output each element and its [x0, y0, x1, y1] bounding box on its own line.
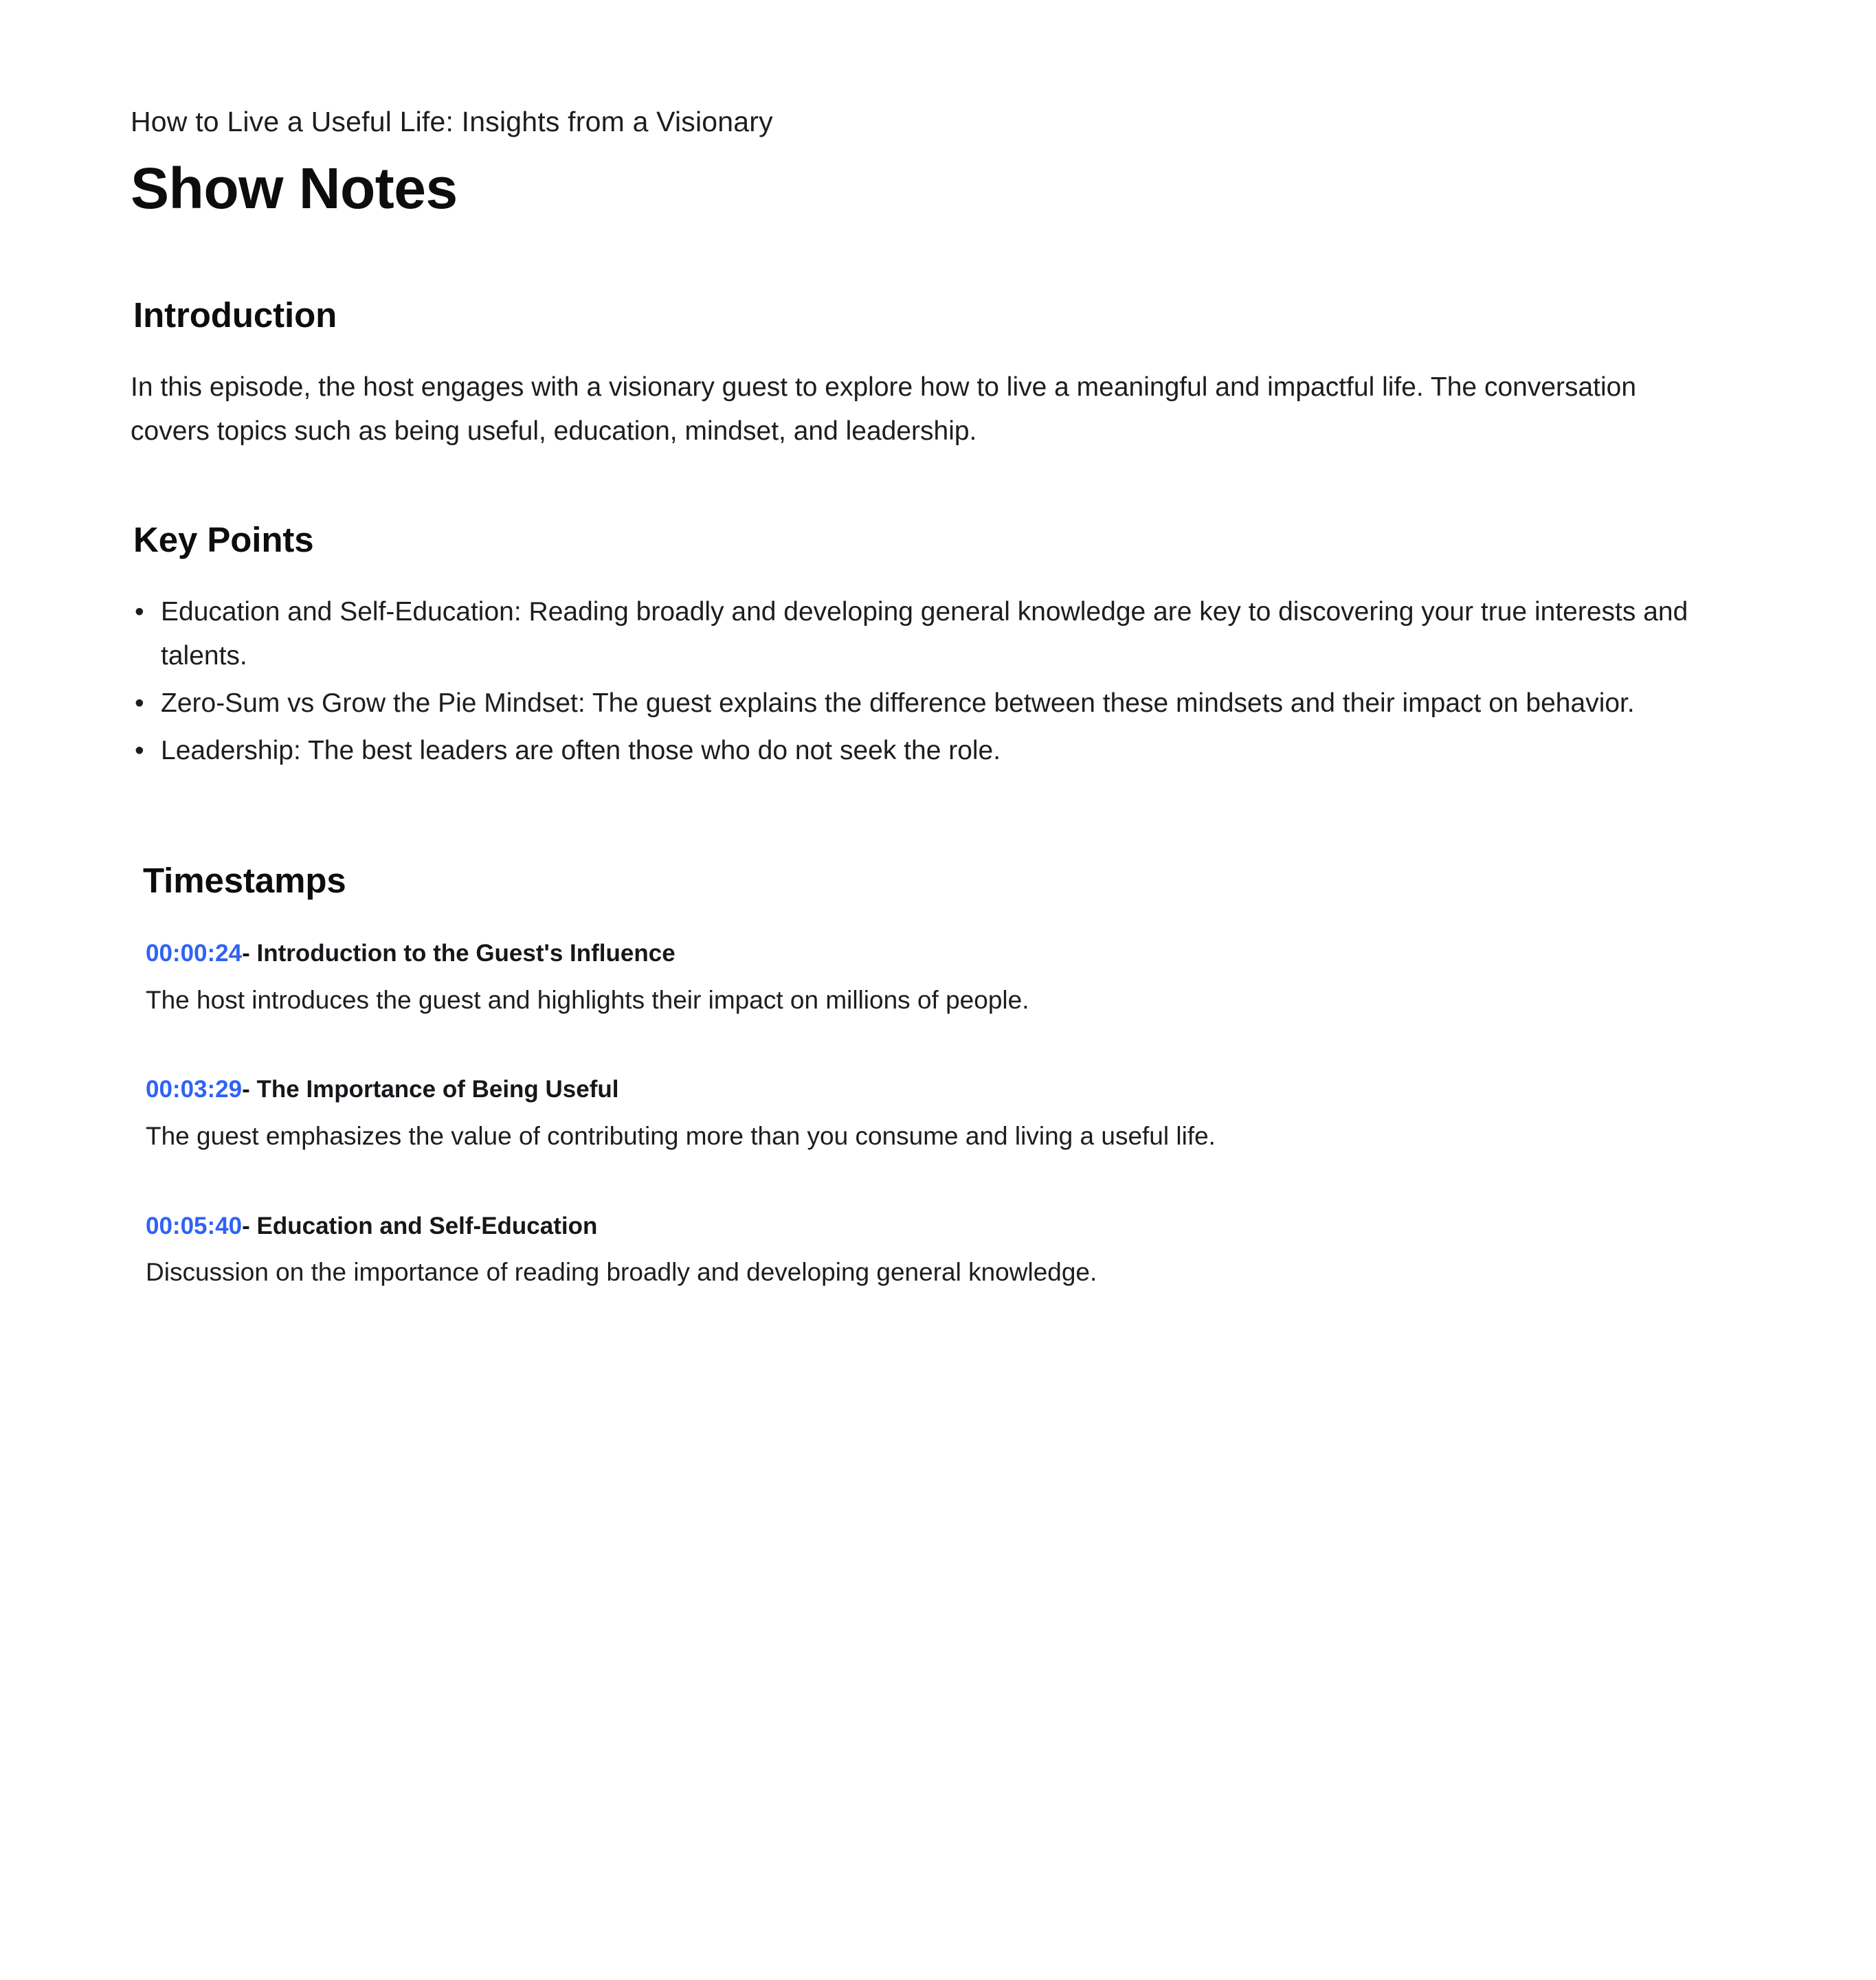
timestamp-separator: -: [242, 940, 250, 967]
timestamp-link[interactable]: 00:03:29: [146, 1076, 243, 1103]
introduction-text: In this episode, the host engages with a visionary guest to explore how to live a meaningful and impactful life. The conversation covers topics such as being useful, education, mindset, and leadership.: [131, 372, 1637, 447]
list-item: [146, 1209, 1745, 1292]
key-points-heading: Key Points: [133, 520, 314, 560]
timestamp-link[interactable]: 00:00:24: [146, 940, 243, 967]
timestamp-line: [146, 936, 1745, 971]
timestamp-separator: -: [242, 1212, 250, 1239]
introduction-section: [131, 295, 1745, 453]
timestamp-line: [146, 1072, 1745, 1107]
timestamp-label: Education and Self-Education: [256, 1212, 598, 1239]
list-item: • Leadership: The best leaders are often those who do not seek the role.: [131, 729, 1711, 772]
timestamp-separator: -: [242, 1076, 250, 1103]
timestamps-section: [131, 860, 1745, 1292]
key-points-list: [131, 590, 1711, 772]
list-item: [146, 1072, 1745, 1155]
list-item: • Education and Self-Education: Reading broadly and developing general knowledge are key to discovering your true interests and talents.: [131, 590, 1711, 677]
episode-title: How to Live a Useful Life: Insights from a Visionary: [131, 106, 773, 137]
timestamp-label: The Importance of Being Useful: [256, 1076, 619, 1103]
list-item: • Zero-Sum vs Grow the Pie Mindset: The guest explains the difference between these mindsets and their impact on behavior.: [131, 682, 1711, 725]
page-title: Show Notes: [131, 156, 458, 221]
timestamp-description: Discussion on the importance of reading broadly and developing general knowledge.: [146, 1258, 1097, 1287]
timestamp-link[interactable]: 00:05:40: [146, 1212, 243, 1239]
timestamp-line: [146, 1209, 1745, 1244]
introduction-heading: Introduction: [133, 295, 337, 335]
timestamp-label: Introduction to the Guest's Influence: [256, 940, 675, 967]
list-item: [146, 936, 1745, 1019]
timestamp-description: The host introduces the guest and highlights their impact on millions of people.: [146, 985, 1029, 1014]
timestamps-heading: Timestamps: [143, 861, 346, 901]
key-points-section: [131, 519, 1745, 772]
timestamp-description: The guest emphasizes the value of contributing more than you consume and living a useful life.: [146, 1122, 1216, 1151]
